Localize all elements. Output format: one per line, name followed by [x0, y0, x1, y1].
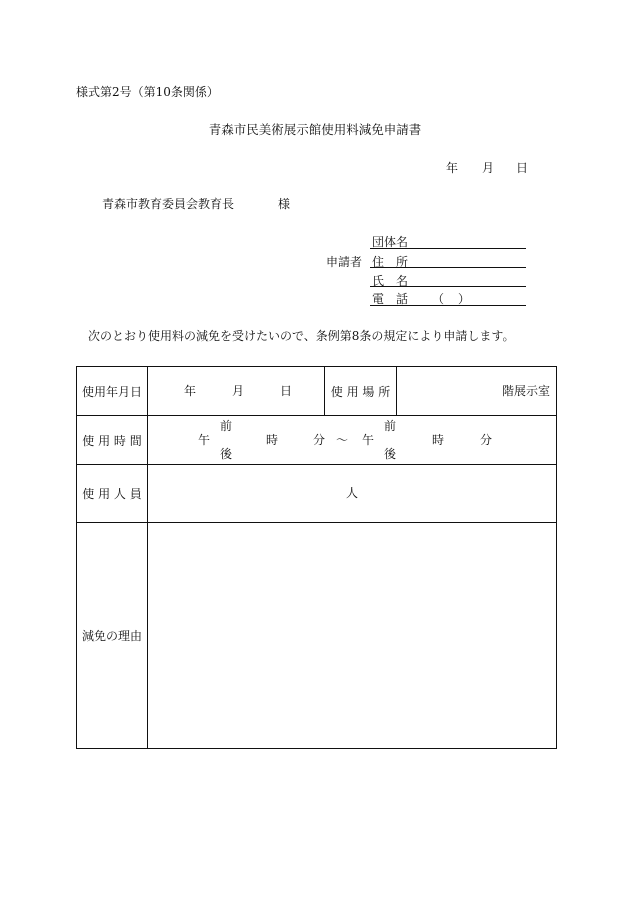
- attendees-label: 使 用 人 員: [77, 465, 148, 523]
- form-number: 様式第2号（第10条関係）: [76, 85, 219, 99]
- date-day: 日: [516, 161, 529, 175]
- usage-date-field[interactable]: [148, 367, 325, 416]
- date-month: 月: [482, 161, 495, 175]
- table-row: [77, 367, 557, 416]
- reduction-reason-field[interactable]: [148, 523, 557, 749]
- phone-field[interactable]: [370, 305, 526, 306]
- name-field[interactable]: [370, 286, 526, 287]
- name-label: 氏 名: [372, 274, 409, 288]
- usage-place-label: 使 用 場 所: [325, 367, 397, 416]
- end-noon-mark: 午: [362, 433, 375, 447]
- end-hour-unit: 時: [432, 433, 445, 447]
- phone-label: 電 話: [372, 292, 409, 306]
- end-minute-unit: 分: [480, 433, 493, 447]
- statement-text: 次のとおり使用料の減免を受けたいので、条例第8条の規定により申請します。: [88, 329, 515, 343]
- addressee-name: 青森市教育委員会教育長: [102, 197, 235, 211]
- address-field[interactable]: [370, 267, 526, 268]
- reduction-reason-label: 減免の理由: [77, 523, 148, 749]
- start-pm-mark: 後: [220, 447, 233, 461]
- start-noon-mark: 午: [198, 433, 211, 447]
- end-pm-mark: 後: [384, 447, 397, 461]
- start-am-mark: 前: [220, 419, 233, 433]
- time-range-tilde: 〜: [336, 433, 349, 447]
- attendees-field[interactable]: [148, 465, 557, 523]
- table-row: [77, 523, 557, 749]
- date-year: 年: [446, 161, 459, 175]
- addressee-honorific: 様: [278, 197, 291, 211]
- usage-time-label: 使 用 時 間: [77, 416, 148, 465]
- end-am-mark: 前: [384, 419, 397, 433]
- address-label: 住 所: [372, 255, 409, 269]
- usage-time-field[interactable]: [148, 416, 557, 465]
- start-minute-unit: 分: [313, 433, 326, 447]
- usage-date-label: 使用年月日: [77, 367, 148, 416]
- attendees-unit: 人: [346, 486, 359, 500]
- group-name-field[interactable]: [370, 248, 526, 249]
- usage-place-value: 階展示室: [501, 384, 550, 398]
- start-hour-unit: 時: [266, 433, 279, 447]
- application-table: [76, 366, 557, 749]
- usage-date-day: 日: [280, 384, 293, 398]
- phone-paren-close: ）: [458, 292, 471, 306]
- usage-date-year: 年: [184, 384, 197, 398]
- page-title: 青森市民美術展示館使用料減免申請書: [208, 122, 422, 137]
- table-row: [77, 465, 557, 523]
- usage-date-month: 月: [232, 384, 245, 398]
- table-row: [77, 416, 557, 465]
- applicant-label: 申請者: [326, 255, 363, 269]
- phone-paren-open: （: [432, 292, 445, 306]
- usage-place-field[interactable]: [397, 367, 557, 416]
- group-name-label: 団体名: [372, 235, 409, 249]
